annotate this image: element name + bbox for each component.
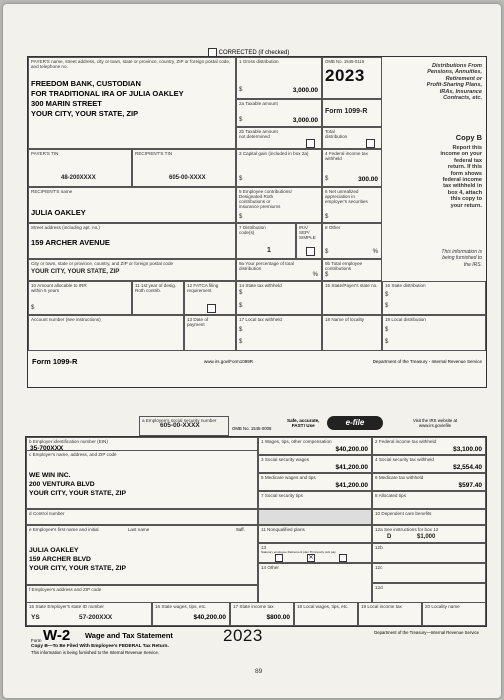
w2-employee-lines: JULIA OAKLEY 159 ARCHER BLVD YOUR CITY, YOUR STATE, ZIP — [29, 547, 127, 572]
w2-statutory-checkbox[interactable] — [275, 554, 283, 562]
w2-box18-cell — [294, 602, 358, 626]
w2-box13-cell — [258, 543, 372, 563]
form1099-footer-dept: Department of the Treasury - Internal Revenue Service — [372, 359, 482, 364]
w2-last-name-label: Last name — [127, 527, 150, 532]
box14-label: 14 State tax withheld — [239, 283, 282, 288]
w2-copy-line: Copy B—To Be Filed With Employee's FEDERAL Tax Return. — [31, 644, 169, 649]
box4-cell — [322, 149, 382, 187]
w2-box-f-cell — [26, 585, 258, 603]
copy-b-text: Report this income on your federal tax return. If this form shows federal income tax withheld in box 4, attach this copy to your return. — [440, 145, 482, 209]
box2a-dollar: $ — [239, 117, 243, 123]
form-1099r — [27, 50, 487, 388]
w2-box12b-cell — [372, 543, 486, 563]
box12-checkbox[interactable] — [207, 304, 216, 313]
box9b-dollar: $ — [325, 272, 329, 278]
w2-box2-label: 2 Federal income tax withheld — [375, 439, 437, 444]
w2-retirement-plan-checkbox[interactable]: ✕ — [308, 555, 314, 561]
box7-label: 7 Distribution code(s) — [239, 225, 266, 235]
box12-label: 12 FATCA filing requirement — [187, 283, 219, 293]
w2-state-row — [25, 602, 487, 627]
w2-box19-cell — [358, 602, 422, 626]
w2-box7-label: 7 Social security tips — [261, 493, 303, 498]
box3-cell — [236, 149, 322, 187]
box8-pct: % — [372, 249, 378, 255]
furnished-text: This information is being furnished to the IRS. — [441, 249, 482, 268]
w2-box8-cell — [372, 491, 486, 509]
recipient-tin-cell — [132, 149, 236, 187]
box1-label: 1 Gross distribution — [239, 59, 279, 64]
box5-label: 5 Employee contributions/ Designated Roth contributions or insurance premiums — [239, 189, 292, 209]
corrected-checkbox[interactable] — [208, 48, 217, 57]
w2-box-a-label: a Employee's social security number — [142, 418, 217, 423]
w2-ein: 35-700XXX — [30, 445, 64, 452]
w2-box1-label: 1 Wages, tips, other compensation — [261, 439, 332, 444]
w2-box-c-label: c Employer's name, address, and ZIP code — [29, 452, 117, 457]
box7-value: 1 — [267, 247, 271, 254]
box1-value: 3,000.00 — [292, 87, 318, 94]
box9a-cell — [236, 259, 322, 281]
w2-box5-label: 5 Medicare wages and tips — [261, 475, 316, 480]
w2-box15-cell — [26, 602, 152, 626]
copy-b-label: Copy B — [455, 133, 482, 142]
w2-box12a-label: 12a See instructions for box 12 — [375, 527, 439, 532]
w2-box3-cell — [258, 455, 372, 473]
w2-box-c-cell — [26, 451, 258, 509]
box3-dollar: $ — [239, 176, 243, 182]
w2-box-e-cell — [26, 525, 258, 585]
w2-box15-label: 15 State Employer's state ID number — [29, 604, 104, 609]
w2-box12c-cell — [372, 563, 486, 583]
box8-cell — [322, 223, 382, 259]
w2-box2-value: $3,100.00 — [453, 446, 482, 453]
box1-dollar: $ — [239, 87, 243, 93]
box13-label: 13 Date of payment — [187, 317, 209, 327]
w2-box6-cell — [372, 473, 486, 491]
corrected-header — [208, 48, 289, 57]
box10-dollar: $ — [31, 305, 35, 311]
w2-box4-value: $2,554.40 — [453, 464, 482, 471]
street-cell — [28, 223, 236, 259]
payer-tin-cell — [28, 149, 132, 187]
box4-dollar: $ — [325, 176, 329, 182]
w2-box13-sub: Statutory employee Retirement plan Third-party sick pay — [261, 550, 336, 554]
w2-box18-label: 18 Local wages, tips, etc. — [297, 604, 349, 609]
street-address: 159 ARCHER AVENUE — [31, 238, 110, 247]
form-name-cell — [322, 99, 382, 127]
w2-box-d-label: d Control number — [29, 511, 65, 516]
box14-cell — [236, 281, 322, 315]
w2-box6-label: 6 Medicare tax withheld — [375, 475, 424, 480]
box5-cell — [236, 187, 322, 223]
w2-irs-web: Visit the IRS website at www.irs.gov/efile — [412, 418, 458, 428]
w2-form-name: W-2 — [43, 627, 71, 644]
box16-cell — [382, 281, 486, 315]
w2-box10-label: 10 Dependent care benefits — [375, 511, 432, 516]
account-cell — [28, 315, 184, 351]
w2-form-label: Form — [31, 638, 42, 643]
page-number: 89 — [255, 668, 263, 675]
box2a-cell — [236, 99, 322, 127]
form1099-footer-url: www.irs.gov/Form1099R — [204, 359, 254, 364]
w2-box14-label: 14 Other — [261, 565, 279, 570]
box9a-pct: % — [312, 272, 318, 278]
box4-value: 300.00 — [358, 176, 378, 183]
w2-box16-value: $40,200.00 — [193, 614, 226, 621]
payer-cell — [28, 57, 236, 149]
w2-box12b-label: 12b — [375, 545, 383, 550]
box2b-label: 2b Taxable amount not determined — [239, 129, 278, 139]
w2-box-a-cell — [139, 416, 229, 436]
w2-box9-cell — [258, 509, 372, 525]
box9b-label: 9b Total employee contributions — [325, 261, 363, 271]
corrected-label: CORRECTED (if checked) — [218, 50, 290, 57]
recipient-name-cell — [28, 187, 236, 223]
form1099-name-small: Form 1099-R — [325, 108, 368, 115]
city-label: City or town, state or province, country, and ZIP or foreign postal code — [31, 261, 174, 266]
payer-tin: 48-200XXXX — [61, 175, 96, 181]
w2-year: 2023 — [223, 626, 263, 645]
ira-checkbox[interactable] — [306, 247, 315, 256]
box15-label: 15 State/Payer's state no. — [325, 283, 378, 288]
w2-box12a-code: D — [387, 534, 392, 540]
w2-box10-cell — [372, 509, 486, 525]
box13-cell — [184, 315, 236, 351]
box5-dollar: $ — [239, 214, 243, 220]
box18-cell — [322, 315, 382, 351]
w2-state: YS — [31, 614, 40, 621]
w2-box5-cell — [258, 473, 372, 491]
box2a-value: 3,000.00 — [292, 117, 318, 124]
w2-employer-lines: WE WIN INC. 200 VENTURA BLVD YOUR CITY, YOUR STATE, ZIP — [29, 472, 127, 497]
w2-box17-cell — [230, 602, 294, 626]
payer-lines: FREEDOM BANK, CUSTODIAN FOR TRADITIONAL IRA OF JULIA OAKLEY 300 MARIN STREET YOUR CITY, YOUR STATE, ZIP — [31, 79, 184, 118]
form1099-year: 2023 — [325, 65, 365, 85]
box17-label: 17 Local tax withheld — [239, 317, 282, 322]
recipient-name-label: RECIPIENT'S name — [31, 189, 73, 194]
w2-box12d-cell — [372, 583, 486, 603]
form-title-right: Distributions From Pensions, Annuities, Retirement or Profit-Sharing Plans, IRAs, Insurance Contracts, etc. — [426, 63, 482, 102]
w2-box12a-value: $1,000 — [417, 534, 436, 540]
box19-dollar-1: $ — [385, 327, 389, 333]
box19-dollar-2: $ — [385, 339, 389, 345]
box11-label: 11 1st year of desig. Roth contrib. — [135, 283, 177, 293]
street-label: Street address (including apt. no.) — [31, 225, 100, 230]
account-label: Account number (see instructions) — [31, 317, 101, 322]
omb-cell — [322, 57, 382, 99]
box16-dollar-2: $ — [385, 303, 389, 309]
box3-label: 3 Capital gain (included in box 2a) — [239, 151, 309, 156]
form1099-footer-form: Form 1099-R — [32, 357, 78, 366]
total-dist-checkbox[interactable] — [366, 139, 375, 148]
w2-box3-value: $41,200.00 — [335, 464, 368, 471]
box16-label: 16 State distribution — [385, 283, 426, 288]
box18-label: 18 Name of locality — [325, 317, 365, 322]
box9a-label: 9a Your percentage of total distribution — [239, 261, 294, 271]
w2-safe-label: Safe, accurate, FAST! Use — [287, 418, 320, 428]
recipient-name: JULIA OAKLEY — [31, 208, 86, 217]
paper-page — [3, 4, 501, 698]
ira-cell — [296, 223, 322, 259]
w2-first-name-label: e Employee's first name and initial — [29, 527, 99, 532]
total-dist-cell — [322, 127, 382, 149]
box6-cell — [322, 187, 382, 223]
city-line: YOUR CITY, YOUR STATE, ZIP — [31, 268, 120, 275]
w2-box20-cell — [422, 602, 486, 626]
w2-box-b-label: b Employer identification number (EIN) — [29, 439, 108, 444]
w2-box6-value: $597.40 — [458, 482, 482, 489]
w2-box16-cell — [152, 602, 230, 626]
w2-box17-value: $800.00 — [266, 614, 290, 621]
w2-box4-cell — [372, 455, 486, 473]
w2-box2-cell — [372, 437, 486, 455]
w2-box7-cell — [258, 491, 372, 509]
city-cell — [28, 259, 236, 281]
box12-cell — [184, 281, 236, 315]
ira-label: IRA/ SEP/ SIMPLE — [299, 225, 316, 240]
box1-cell — [236, 57, 322, 99]
box14-dollar-2: $ — [239, 303, 243, 309]
box7-cell — [236, 223, 296, 259]
box4-label: 4 Federal income tax withheld — [325, 151, 368, 161]
w2-box4-label: 4 Social security tax withheld — [375, 457, 434, 462]
box17-dollar-1: $ — [239, 327, 243, 333]
box17-dollar-2: $ — [239, 339, 243, 345]
w2-box12c-label: 12c — [375, 565, 383, 570]
box15-cell — [322, 281, 382, 315]
w2-grid — [25, 436, 487, 604]
box8-label: 8 Other — [325, 225, 341, 230]
payer-tin-label: PAYER'S TIN — [31, 151, 59, 156]
w2-suff-label: Suff. — [236, 527, 245, 532]
box10-cell — [28, 281, 132, 315]
w2-box12d-label: 12d — [375, 585, 383, 590]
w2-omb: OMB No. 1545-0008 — [232, 426, 272, 431]
omb-number: OMB No. 1545-0119 — [325, 59, 365, 64]
w2-box-d-cell — [26, 509, 258, 525]
w2-box1-cell — [258, 437, 372, 455]
recipient-tin: 605-00-XXXX — [169, 175, 206, 181]
w2-box17-label: 17 State income tax — [233, 604, 274, 609]
w2-box12a-cell — [372, 525, 486, 543]
box10-label: 10 Amount allocable to IRR within 5 years — [31, 283, 87, 293]
w2-ssn: 605-00-XXXX — [160, 422, 200, 429]
recipient-tin-label: RECIPIENT'S TIN — [135, 151, 173, 156]
box17-cell — [236, 315, 322, 351]
box2a-label: 2a Taxable amount — [239, 101, 278, 106]
payer-label: PAYER'S name, street address, city or town, state or province, country, ZIP or foreign postal code, and telephone no. — [31, 59, 231, 69]
box11-cell — [132, 281, 184, 315]
w2-state-id: 57-200XXX — [79, 614, 113, 621]
box16-dollar-1: $ — [385, 292, 389, 298]
w2-box16-label: 16 State wages, tips, etc. — [155, 604, 207, 609]
w2-dept: Department of the Treasury—Internal Revenue Service — [374, 630, 479, 635]
w2-box14-cell — [258, 563, 372, 603]
efile-logo — [327, 416, 383, 430]
w2-box20-label: 20 Locality name — [425, 604, 460, 609]
box19-cell — [382, 315, 486, 351]
total-dist-label: Total distribution — [325, 129, 348, 139]
w2-form-title: Wage and Tax Statement — [85, 631, 173, 640]
form-w2 — [25, 416, 485, 655]
w2-box8-label: 8 Allocated tips — [375, 493, 406, 498]
w2-box5-value: $41,200.00 — [335, 482, 368, 489]
w2-box-f-label: f Employee's address and ZIP code — [29, 587, 102, 592]
w2-box3-label: 3 Social security wages — [261, 457, 310, 462]
w2-box11-label: 11 Nonqualified plans — [261, 527, 305, 532]
w2-box11-cell — [258, 525, 372, 543]
box14-dollar-1: $ — [239, 290, 243, 296]
box6-label: 6 Net unrealized appreciation in employer's securities — [325, 189, 368, 204]
box9b-cell — [322, 259, 382, 281]
box8-dollar: $ — [325, 249, 329, 255]
box19-label: 19 Local distribution — [385, 317, 426, 322]
box2b-cell — [236, 127, 322, 149]
w2-box13-label: 13 — [261, 545, 267, 550]
w2-sick-pay-checkbox[interactable] — [339, 554, 347, 562]
w2-copy-line2: This information is being furnished to the Internal Revenue Service. — [31, 650, 160, 655]
box2b-checkbox[interactable] — [306, 139, 315, 148]
box6-dollar: $ — [325, 214, 329, 220]
w2-box-e-label — [29, 527, 255, 532]
w2-box19-label: 19 Local income tax — [361, 604, 402, 609]
w2-box1-value: $40,200.00 — [335, 446, 368, 453]
efile-logo-text: e-file — [345, 418, 365, 427]
